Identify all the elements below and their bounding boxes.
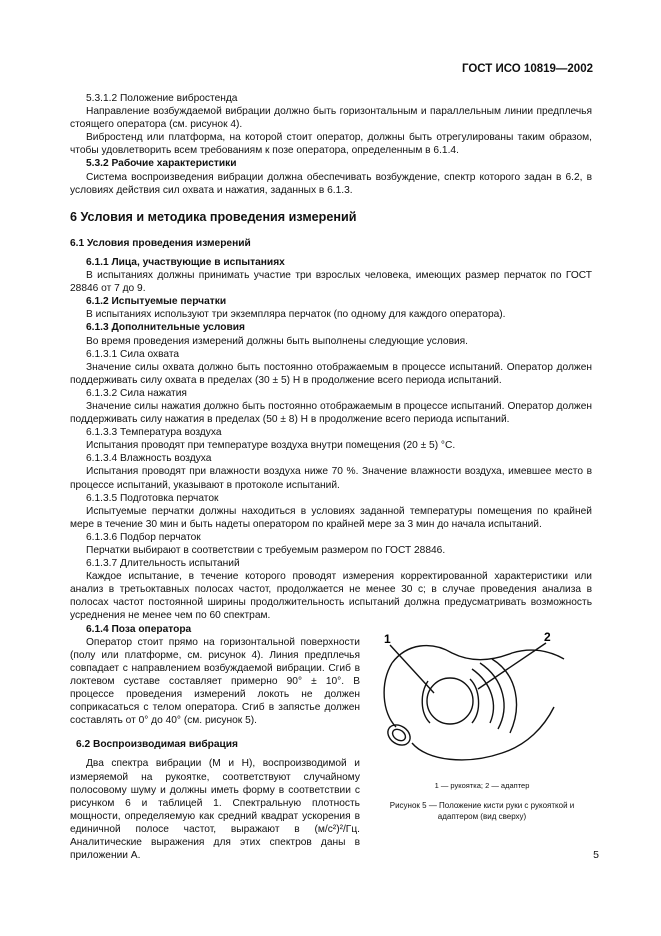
- leader-line-1: [390, 645, 434, 693]
- paragraph: Значение силы охвата должно быть постоянно отображаемым в процессе испытаний. Оператор должен поддерживать силу охвата в пределах (30 ± 5) Н в продолжение всего периода испытаний.: [70, 361, 592, 386]
- paragraph: В испытаниях должны принимать участие три взрослых человека, имеющих размер перчаток по ГОСТ 28846 от 7 до 9.: [70, 270, 592, 295]
- figure-legend: 1 — рукоятка; 2 — адаптер: [434, 780, 530, 790]
- figure-row: [70, 623, 592, 863]
- section-title: 6.1.3.7 Длительность испытаний: [86, 558, 240, 570]
- section-title: 6.1.4 Поза оператора: [86, 623, 192, 635]
- thumbnail: [390, 726, 407, 742]
- page-content: [70, 92, 592, 862]
- section-title: 5.3.1.2 Положение вибростенда: [86, 93, 238, 104]
- paragraph: Перчатки выбирают в соответствии с требуемым размером по ГОСТ 28846.: [86, 545, 446, 556]
- figure-5: [372, 623, 592, 863]
- paragraph: Испытания проводят при влажности воздуха ниже 70 %. Значение влажности воздуха, имевшее место в процессе испытаний, указывают в протоколе испытаний.: [70, 466, 592, 491]
- section-title: 6.1.3.6 Подбор перчаток: [86, 531, 201, 543]
- paragraph: Направление возбуждаемой вибрации должно быть горизонтальным и параллельным линии предплечья стоящего оператора (см. рисунок 4).: [70, 106, 592, 131]
- thumb-outline: [384, 663, 396, 727]
- paragraph: Во время проведения измерений должны быть выполнены следующие условия.: [86, 335, 469, 347]
- section-title: 6.1.1 Лица, участвующие в испытаниях: [86, 256, 285, 268]
- document-id: ГОСТ ИСО 10819—2002: [461, 63, 593, 75]
- thumb-tip: [384, 720, 414, 749]
- paragraph: Испытуемые перчатки должны находиться в условиях заданной температуры помещения по крайней мере в течение 30 мин и быть надеты оператором по крайней мере за 3 мин до начала испытаний.: [70, 505, 592, 530]
- section-title: 6.1.3.5 Подготовка перчаток: [86, 492, 219, 504]
- paragraph: Система воспроизведения вибрации должна обеспечивать возбуждение, спектр которого задан в 6.2, в условиях действия сил охвата и нажатия, заданных в 6.1.3.: [70, 171, 592, 196]
- paragraph: В испытаниях используют три экземпляра перчаток (по одному для каждого оператора).: [86, 309, 506, 321]
- paragraph: Значение силы нажатия должно быть постоянно отображаемым в процессе испытаний. Оператор должен поддерживать силу нажатия в пределах (50 ± 8) Н в продолжение всего периода испытаний.: [70, 400, 592, 426]
- chapter-heading: 6 Условия и методика проведения измерений: [70, 209, 357, 224]
- section-title: 6.1.3.4 Влажность воздуха: [86, 453, 212, 465]
- section-title: 6.1.3 Дополнительные условия: [86, 322, 245, 334]
- section-title: 6.1.2 Испытуемые перчатки: [86, 296, 227, 308]
- figure-label-2: 2: [544, 629, 551, 644]
- handle-circle: [427, 678, 473, 724]
- section-heading: 6.1 Условия проведения измерений: [70, 237, 251, 249]
- figure-caption: Рисунок 5 — Положение кисти руки с рукояткой и адаптером (вид сверху): [389, 800, 575, 821]
- figure-side-text: [70, 623, 360, 863]
- page-number: 5: [593, 849, 599, 861]
- section-title: 6.1.3.3 Температура воздуха: [86, 427, 222, 439]
- paragraph: Вибростенд или платформа, на которой стоит оператор, должны быть отрегулированы таким образом, чтобы удовлетворить всем требованиям к позе оператора, определенным в 6.1.4.: [70, 132, 592, 157]
- paragraph: Испытания проводят при температуре воздуха внутри помещения (20 ± 5) °С.: [86, 440, 456, 452]
- paragraph: Два спектра вибрации (М и Н), воспроизводимой и измеряемой на рукоятке, соответствуют случайному полосовому шуму и должны иметь форму в соответствии с рисунком 6 и таблицей 1. Спектральную плотность мощности, определяемую как средний квадрат ускорения в единичной полосе частот, выражают в (м/с²)²/Гц. Аналитические выражения для этих спектров даны в приложении А.: [70, 758, 360, 862]
- finger-curve: [492, 659, 516, 733]
- paragraph: Оператор стоит прямо на горизонтальной поверхности (полу или платформе, см. рисунок 4). Линия предплечья совпадает с направлением возбуждаемой вибрации. Сгиб в локтевом суставе составляет примерно 90° ± 10°. В процессе проведения измерений локоть не должен соприкасаться с телом оператора. Сгиб в запястье должен составлять от 0° до 40° (см. рисунок 5).: [70, 636, 360, 727]
- section-title: 6.1.3.2 Сила нажатия: [86, 387, 187, 399]
- finger-curve: [472, 669, 493, 723]
- hand-lower-outline: [412, 707, 554, 760]
- adapter-right: [470, 679, 479, 723]
- hand-drawing: [372, 623, 592, 773]
- section-heading: 6.2 Воспроизводимая вибрация: [76, 739, 238, 751]
- section-title: 6.1.3.1 Сила охвата: [86, 348, 180, 360]
- section-title: 5.3.2 Рабочие характеристики: [86, 158, 237, 170]
- paragraph: Каждое испытание, в течение которого проводят измерения корректированной характеристики или анализ в третьоктавных полосах частот, продолжается не менее 30 с; в случае проведения анализа в полосах частот постоянной ширины продолжительность испытаний должна предусматривать возможность усреднения не менее чем по 60 спектрам.: [70, 571, 592, 622]
- figure-label-1: 1: [384, 631, 391, 646]
